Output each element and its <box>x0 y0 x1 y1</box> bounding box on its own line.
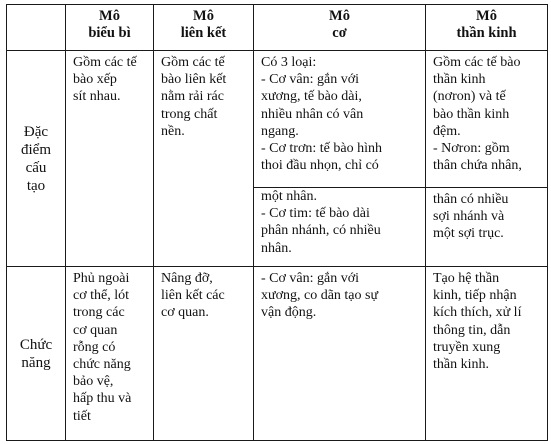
text-line: Tạo hệ thần <box>433 271 500 286</box>
comparison-table <box>6 4 548 441</box>
text-line: thoi đầu nhọn, chỉ có <box>261 158 379 174</box>
text-line: kinh, tiếp nhận <box>433 288 517 304</box>
text-line: sợi nhánh và <box>433 209 505 225</box>
text-line: chức năng <box>73 357 131 373</box>
function-co <box>254 267 426 441</box>
text-line: cơ thể, lót <box>73 288 129 304</box>
text-line: - Cơ trơn: tế bào hình <box>261 141 382 157</box>
header-lien-ket <box>154 5 254 51</box>
text-line: nhiều nhân có vân <box>261 106 364 122</box>
header-co <box>254 5 426 51</box>
structure-lien-ket <box>154 51 254 267</box>
text-line: bảo vệ, <box>73 374 114 390</box>
text-line: trong chất <box>161 106 218 122</box>
text-line: nền. <box>161 123 185 139</box>
header-line: liên kết <box>180 25 227 41</box>
structure-co-top <box>254 51 426 188</box>
header-line: biểu bì <box>88 25 131 41</box>
text-line: nhân. <box>261 240 292 256</box>
text-line: - Cơ vân: gắn với <box>261 271 360 286</box>
text-line: thân có nhiều <box>433 192 509 207</box>
text-line: bào xếp <box>73 72 117 88</box>
header-line: Mô <box>193 8 214 24</box>
text-line: bào thần kinh <box>433 106 510 122</box>
text-line: cơ quan <box>73 322 118 338</box>
text-line: một nhân. <box>261 189 317 204</box>
row-label-function <box>7 267 66 441</box>
text-line: liên kết các <box>161 288 225 304</box>
text-line: Gồm các tế <box>161 55 225 70</box>
function-lien-ket <box>154 267 254 441</box>
header-line: cơ <box>332 25 347 41</box>
header-line: Mô <box>476 8 497 24</box>
row-label-structure <box>7 51 66 267</box>
structure-than-kinh-bottom <box>426 188 548 267</box>
label-line: Chức <box>19 336 53 353</box>
text-line: nằm rải rác <box>161 89 224 105</box>
text-line: Gồm các tế bào <box>433 55 521 70</box>
text-line: Có 3 loại: <box>261 55 317 70</box>
text-line: thần kinh. <box>433 357 489 373</box>
label-line: tạo <box>26 177 46 194</box>
text-line: cơ quan. <box>161 305 209 321</box>
text-line: một sợi trục. <box>433 226 504 242</box>
header-than-kinh <box>426 5 548 51</box>
text-line: trong các <box>73 305 125 321</box>
label-line: năng <box>21 354 51 371</box>
text-line: Gồm các tế <box>73 55 137 70</box>
text-line: (nơron) và tế <box>433 89 506 105</box>
header-bieu-bi <box>66 5 154 51</box>
text-line: thông tin, dẫn <box>433 322 511 338</box>
text-line: bào liên kết <box>161 72 227 88</box>
corner-cell <box>7 5 66 51</box>
text-line: sít nhau. <box>73 89 121 105</box>
function-row <box>7 267 548 441</box>
text-line: - Nơron: gồm <box>433 141 510 157</box>
label-line: Đặc <box>23 123 49 140</box>
function-than-kinh <box>426 267 548 441</box>
text-line: xương, co dãn tạo sự <box>261 288 379 304</box>
text-line: thần kinh <box>433 72 486 88</box>
header-line: Mô <box>329 8 350 24</box>
label-line: điểm <box>21 141 51 158</box>
text-line: hấp thu và <box>73 391 132 407</box>
text-line: Nâng đỡ, <box>161 271 213 286</box>
text-line: - Cơ tim: tế bào dài <box>261 206 370 222</box>
structure-bieu-bi <box>66 51 154 267</box>
text-line: vận động. <box>261 305 317 321</box>
text-line: ngang. <box>261 123 299 139</box>
text-line: xương, tế bào dài, <box>261 89 362 105</box>
text-line: tiết <box>73 408 91 424</box>
header-line: thần kinh <box>456 25 517 41</box>
text-line: rỗng có <box>73 339 116 355</box>
header-row <box>7 5 548 51</box>
text-line: truyền xung <box>433 339 501 355</box>
text-line: đệm. <box>433 123 461 139</box>
structure-co-bottom <box>254 188 426 267</box>
text-line: Phủ ngoài <box>73 271 130 286</box>
text-line: kích thích, xử lí <box>433 305 522 321</box>
structure-row-top <box>7 51 548 188</box>
header-line: Mô <box>99 8 120 24</box>
structure-than-kinh-top <box>426 51 548 188</box>
label-line: cấu <box>25 159 47 176</box>
function-bieu-bi <box>66 267 154 441</box>
text-line: phân nhánh, có nhiều <box>261 223 381 239</box>
text-line: - Cơ vân: gắn với <box>261 72 360 88</box>
text-line: thân chứa nhân, <box>433 158 522 174</box>
